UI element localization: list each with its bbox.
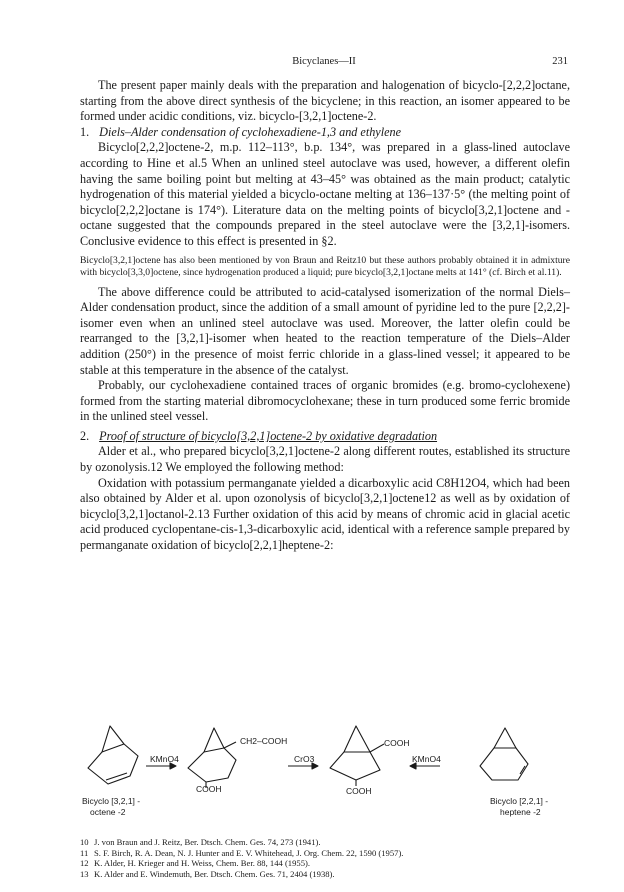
section-2-paragraph-2: Oxidation with potassium permanganate yielded a dicarboxylic acid C8H12O4, which had been also obtained by Alder et al. upon ozonolysis of bicyclo[3,2,1]octene12 as well as by oxidation of bicyclo[3,2,1]octanol-2.13 Further oxidation of this acid by means of chromic acid in glacial acetic acid produced cyclopentane-cis-1,3-dicarboxylic acid, identical with a reference sample prepared by permanganate oxidation of bicyclo[2,2,1]heptene-2: <box>80 475 570 553</box>
section-1-paragraph-1: Bicyclo[2,2,2]octene-2, m.p. 112–113°, b.p. 134°, was prepared in a glass-lined autoclave according to Hine et al.5 When an unlined steel autoclave was used, however, a different olefin having the same boiling point but melting at 43–45° was obtained as the main product; catalytic hydrogenation of this material yielded a bicyclo-octane melting at 136–137·5° (the melting point of bicyclo[2,2,2]octane is 174°). Literature data on the melting points of bicyclo[3,2,1]octene and -octane suggested that the compounds prepared in the steel autoclave were the [3,2,1]-isomers. Conclusive evidence to this effect is presented in §2. <box>80 140 570 248</box>
footnote <box>80 858 570 869</box>
section-1-note: Bicyclo[3,2,1]octene has also been mentioned by von Braun and Reitz10 but these authors probably obtained it in admixture with bicyclo[3,3,0]octene, since hydrogenation produced a liquid; pure bicyclo[3,2,1]octane melts at 141° (cf. Birch et al.11). <box>80 254 570 278</box>
section-1-heading <box>80 125 570 141</box>
reaction-scheme <box>80 722 580 840</box>
label-norbornene-line2: heptene -2 <box>500 807 541 817</box>
footnote-number: 13 <box>80 868 89 879</box>
section-2-number: 2. <box>80 428 90 443</box>
footnote-text: J. von Braun and J. Reitz, Ber. Dtsch. Chem. Ges. 74, 273 (1941). <box>94 837 321 847</box>
footnote-number: 11 <box>80 847 89 858</box>
footnotes <box>80 837 570 879</box>
article-body <box>80 78 570 554</box>
reagent-group-cooh-2: COOH <box>384 738 410 748</box>
footnote <box>80 869 570 880</box>
label-bicyclooctene-line1: Bicyclo [3,2,1] - <box>82 796 141 806</box>
running-head <box>80 56 568 70</box>
reagent-kmno4-2: KMnO4 <box>412 754 441 764</box>
footnote-text: K. Alder, H. Krieger and H. Weiss, Chem. Ber. 88, 144 (1955). <box>94 858 311 869</box>
bicyclooctene-structure <box>88 726 138 784</box>
section-2-paragraph-1: Alder et al., who prepared bicyclo[3,2,1]octene-2 along different routes, established its structure by ozonolysis.12 We employed the following method: <box>80 444 570 475</box>
section-1-paragraph-3: Probably, our cyclohexadiene contained traces of organic bromides (e.g. bromo-cyclohexene) formed from the starting material dibromocyclohexane; these in turn produced some ferric bromide in the unlined steel vessel. <box>80 378 570 424</box>
reagent-kmno4-1: KMnO4 <box>150 754 179 764</box>
section-1-title: Diels–Alder condensation of cyclohexadiene-1,3 and ethylene <box>99 124 402 139</box>
norbornene-structure <box>480 728 528 780</box>
section-2-heading <box>80 429 570 445</box>
reagent-group-ch2cooh: CH2–COOH <box>240 736 288 746</box>
footnote-number: 10 <box>80 837 89 847</box>
footnote <box>80 848 570 859</box>
reagent-group-cooh-3: COOH <box>346 786 372 796</box>
intro-paragraph: The present paper mainly deals with the preparation and halogenation of bicyclo-[2,2,2]octane, starting from the above direct synthesis of the bicyclene; in this reaction, an isomer appeared to be formed under acidic conditions, viz. bicyclo-[3,2,1]octene-2. <box>80 78 570 124</box>
reagent-group-cooh-1: COOH <box>196 784 222 794</box>
cyclopentane-diacid-structure <box>330 726 384 786</box>
footnote-text: S. F. Birch, R. A. Dean, N. J. Hunter and E. V. Whitehead, J. Org. Chem. 22, 1590 (1957). <box>94 847 404 858</box>
section-1-paragraph-2: The above difference could be attributed to acid-catalysed isomerization of the normal Diels–Alder condensation product, since the addition of a small amount of pyridine led to the pure [2,2,2]-isomer even when an unlined steel autoclave was used. Moreover, the latter olefin could be rearranged to the [3,2,1]-isomer when heated to the reaction temperature of the Diels–Alder addition (250°) in the presence of moist ferric chloride in a glass-lined vessel; it appeared to be stable at this temperature in the absence of the catalyst. <box>80 284 570 377</box>
dicarboxylic-acid-structure <box>188 728 236 788</box>
label-bicyclooctene-line2: octene -2 <box>90 807 126 817</box>
footnote <box>80 837 570 848</box>
section-1-number: 1. <box>80 124 90 139</box>
footnote-text: K. Alder and E. Windemuth, Ber. Dtsch. Chem. Ges. 71, 2404 (1938). <box>94 868 335 879</box>
label-norbornene-line1: Bicyclo [2,2,1] - <box>490 796 549 806</box>
page-number: 231 <box>552 56 568 67</box>
footnote-number: 12 <box>80 858 89 869</box>
running-title: Bicyclanes—II <box>292 56 356 67</box>
reaction-scheme-drawing <box>80 722 580 840</box>
reagent-cro3: CrO3 <box>294 754 315 764</box>
section-2-title: Proof of structure of bicyclo[3,2,1]octene-2 by oxidative degradation <box>99 428 438 443</box>
